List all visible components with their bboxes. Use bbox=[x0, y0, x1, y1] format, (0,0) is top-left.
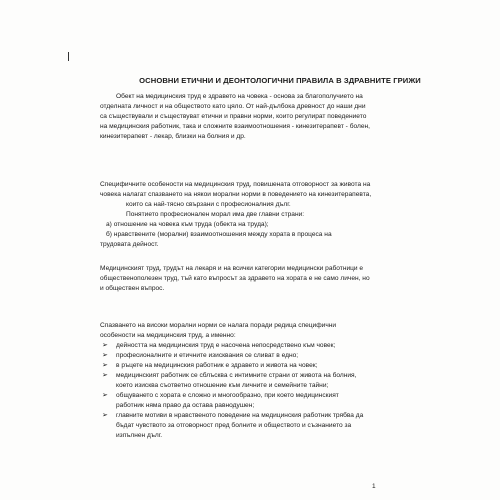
text-line: отделната личност и на обществото като цяло. От най-дълбока древност до наши дни bbox=[100, 103, 366, 110]
text-line: на медицинския работник, така и сложните взаимоотношения - кинезитерапевт - болен, bbox=[100, 123, 370, 130]
paragraph-moral-norms bbox=[100, 321, 480, 341]
bullet-item bbox=[102, 391, 482, 411]
bullet-text: професионалните и етичните изисквания се сливат в едно; bbox=[116, 352, 299, 359]
bullet-text: което изисква съответно отношение към личните и семейните тайни; bbox=[116, 382, 329, 389]
text-line: общественополезен труд, тъй като въпросът за здравето на хората е не само личен, но bbox=[100, 275, 370, 282]
bullet-text: главните мотиви в нравственото поведение на медицинския работник трябва да bbox=[116, 412, 364, 419]
text-line: Спазването на високи морални норми се налага поради редица специфични bbox=[100, 322, 337, 329]
text-line: кинезитерапевт - лекар, близки на болния и др. bbox=[100, 133, 246, 140]
bullet-text: медицинският работник се сблъсква с интимните страни от живота на болния, bbox=[116, 372, 357, 379]
text-line: а) отношение на човека към труда (обекта на труда); bbox=[106, 221, 269, 228]
bullet-text: изпълнен дълг. bbox=[116, 432, 163, 439]
text-line: които са най-тясно свързани с професионалния дълг. bbox=[126, 201, 291, 208]
text-line: трудовата дейност. bbox=[100, 241, 159, 248]
text-line: б) нравствените (морални) взаимоотношения между хората в процеса на bbox=[106, 231, 332, 238]
bullet-text: бъдат чувството за отговорност пред болните и обществото и съзнанието за bbox=[116, 422, 352, 429]
bullet-item bbox=[102, 411, 482, 441]
paragraph-intro bbox=[100, 92, 480, 142]
text-line: Медицинският труд, трудът на лекаря и на всички категории медицински работници е bbox=[100, 265, 364, 272]
bullet-item bbox=[102, 371, 482, 391]
text-line: Понятието професионален морал има две главни страни: bbox=[126, 211, 305, 218]
bullet-item bbox=[102, 341, 482, 351]
page-number: 1 bbox=[372, 483, 376, 490]
bullet-text: в ръцете на медицинския работник е здравето и живота на човек; bbox=[116, 362, 318, 369]
bullet-item bbox=[102, 351, 482, 361]
paragraph-medical-labor bbox=[100, 264, 480, 294]
text-line: Обект на медицинския труд е здравето на човека - основа за благополучието на bbox=[116, 93, 363, 100]
margin-mark bbox=[68, 52, 69, 61]
bullet-item bbox=[102, 361, 482, 371]
bullet-text: работник няма право да остава равнодушен; bbox=[116, 402, 255, 409]
arrowhead-right-icon: ➢ bbox=[102, 362, 108, 369]
bullet-list bbox=[102, 341, 482, 441]
arrowhead-right-icon: ➢ bbox=[102, 352, 108, 359]
text-line: човека налагат спазването на някои морални норми в поведението на кинезитерапевта, bbox=[100, 191, 372, 198]
text-line: Специфичните особености на медицинския труд, повишената отговорност за живота на bbox=[100, 181, 371, 188]
arrowhead-right-icon: ➢ bbox=[102, 392, 108, 399]
bullet-text: дейността на медицинския труд е насочена непосредствено към човек; bbox=[116, 342, 336, 349]
text-line: и обществен въпрос. bbox=[100, 285, 165, 292]
arrowhead-right-icon: ➢ bbox=[102, 342, 108, 349]
text-line: особености на медицинския труд, а именно: bbox=[100, 332, 236, 339]
document-title: ОСНОВНИ ЕТИЧНИ И ДЕОНТОЛОГИЧНИ ПРАВИЛА В ЗДРАВНИТЕ ГРИЖИ bbox=[139, 76, 421, 85]
paragraph-specifics bbox=[100, 180, 480, 250]
bullet-text: общуването с хората е сложно и многообразно, при което медицинският bbox=[116, 392, 339, 399]
text-line: са съществували и съществуват етични и правни норми, които регулират поведението bbox=[100, 113, 367, 120]
arrowhead-right-icon: ➢ bbox=[102, 372, 108, 379]
arrowhead-right-icon: ➢ bbox=[102, 412, 108, 419]
